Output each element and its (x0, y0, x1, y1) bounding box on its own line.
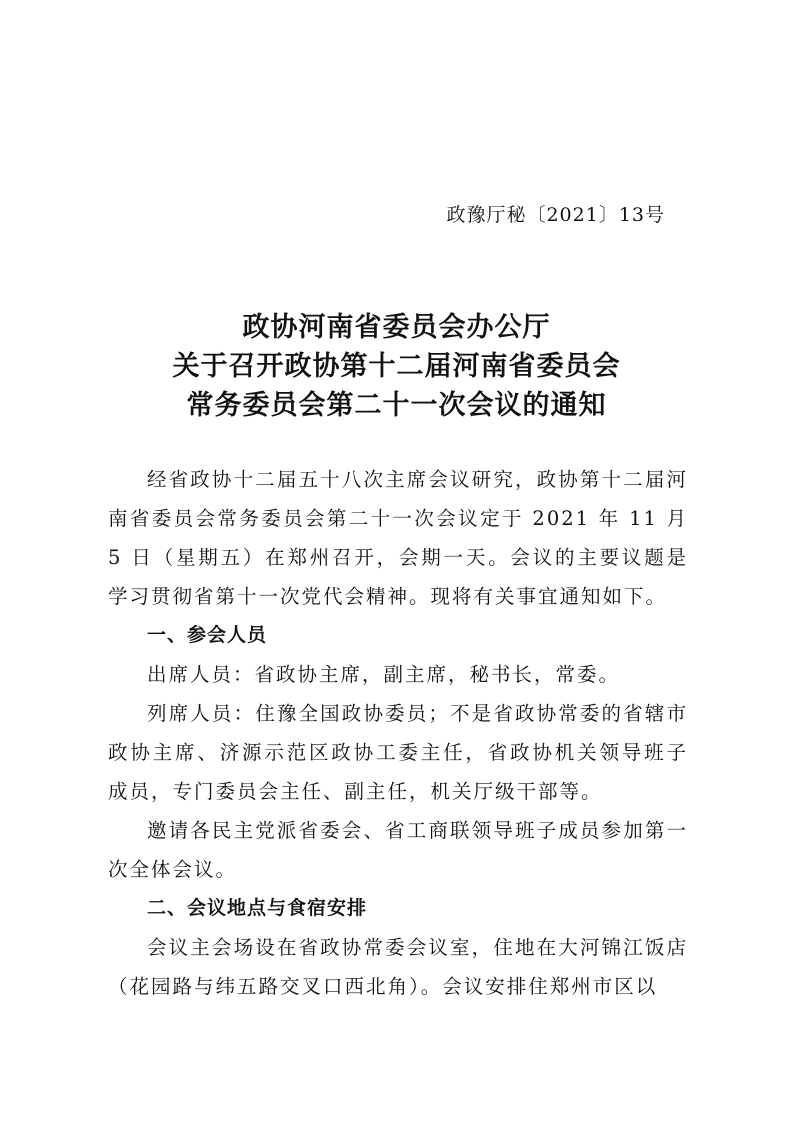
attendees-paragraph: 出席人员：省政协主席，副主席，秘书长，常委。 (147, 663, 621, 686)
venue-paragraph: 会议主会场设在省政协常委会议室，住地在大河锦江饭店（花园路与纬五路交叉口西北角）。会议安排住郑州市区以 (108, 936, 688, 998)
intro-paragraph: 经省政协十二届五十八次主席会议研究，政协第十二届河南省委员会常务委员会第二十一次会议定于 2021 年 11 月 5 日（星期五）在郑州召开，会期一天。会议的主要议题是学习贯彻省第十一次党代会精神。现将有关事宜通知如下。 (108, 468, 688, 608)
document-title (0, 308, 793, 425)
title-line-2: 关于召开政协第十二届河南省委员会 (172, 351, 621, 382)
title-line-1: 政协河南省委员会办公厅 (242, 312, 551, 343)
invited-paragraph: 邀请各民主党派省委会、省工商联领导班子成员参加第一次全体会议。 (108, 819, 688, 881)
observers-paragraph: 列席人员：住豫全国政协委员；不是省政协常委的省辖市政协主席、济源示范区政协工委主任，省政协机关领导班子成员，专门委员会主任、副主任，机关厅级干部等。 (108, 702, 688, 803)
title-line-3: 常务委员会第二十一次会议的通知 (186, 390, 607, 421)
section-heading-venue: 二、会议地点与食宿安排 (147, 897, 368, 919)
document-body (108, 460, 688, 1006)
document-number: 政豫厅秘〔2021〕13号 (446, 204, 665, 226)
section-heading-attendees: 一、参会人员 (147, 624, 268, 646)
